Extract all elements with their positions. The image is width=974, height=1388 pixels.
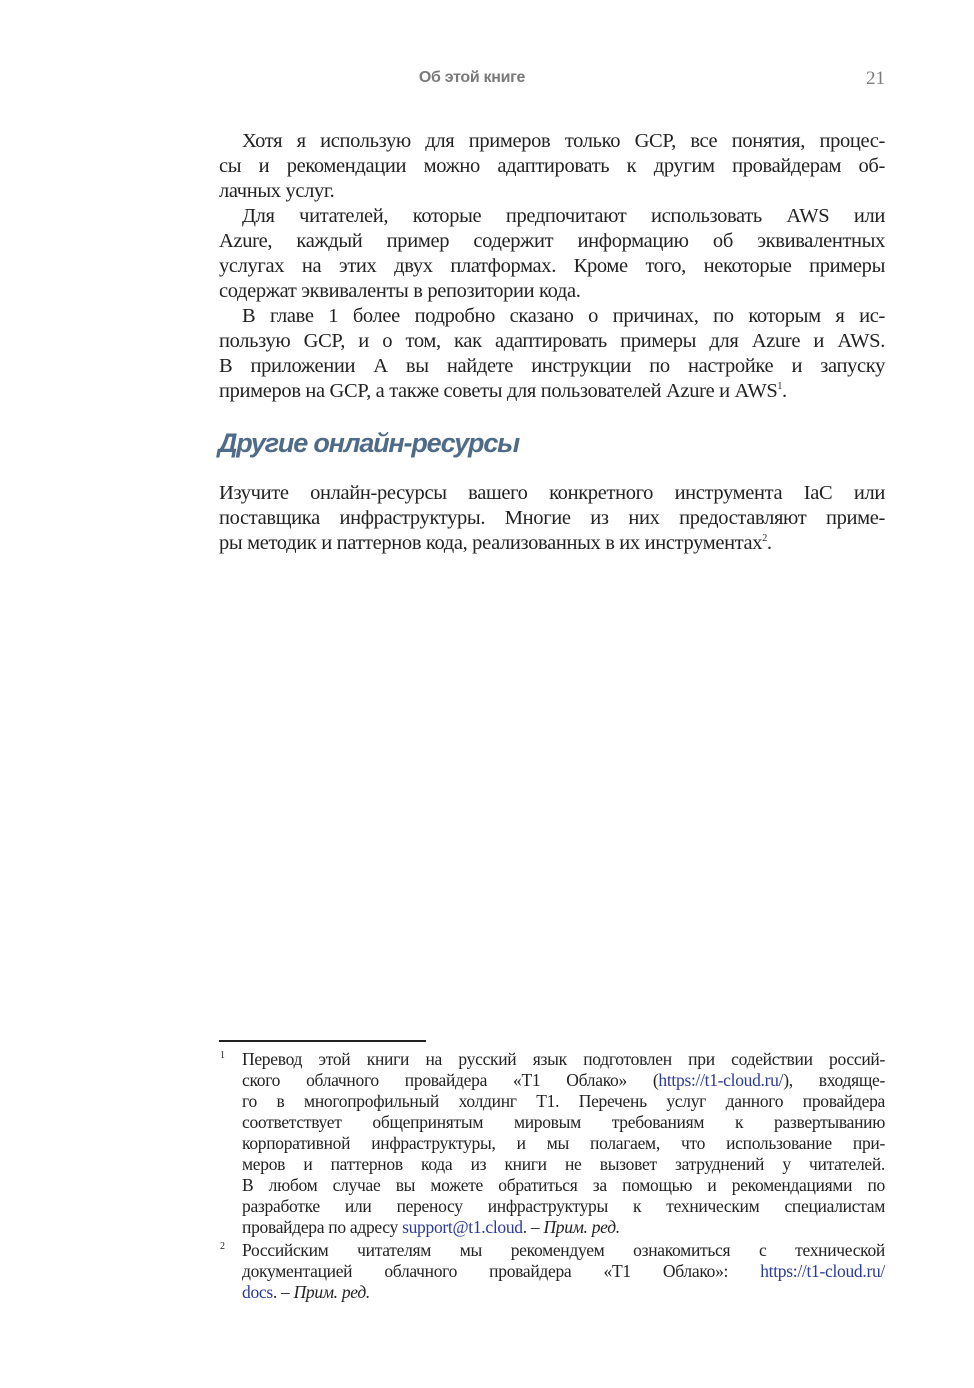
- text-run: . –: [272, 1282, 294, 1302]
- text-run: ского облачного провайдера «Т1 Облако» (: [242, 1070, 659, 1090]
- text-line: [219, 531, 885, 556]
- editor-note: Прим. ред.: [543, 1217, 620, 1237]
- text-line: [242, 1049, 885, 1070]
- text-run: .: [782, 380, 787, 402]
- footnote-number: 1: [220, 1050, 225, 1061]
- text-line: [219, 379, 885, 404]
- footnote-text: [242, 1240, 885, 1303]
- text-line: [219, 354, 885, 379]
- text-line: [242, 1240, 885, 1261]
- text-line: [242, 1261, 885, 1282]
- text-run: провайдера по адресу: [242, 1217, 403, 1237]
- running-header-title: Об этой книге: [418, 69, 526, 86]
- text-run: Для читателей, которые предпочитают использовать AWS или: [242, 205, 885, 227]
- text-run: В приложении А вы найдете инструкции по настройке и запуску: [219, 355, 885, 377]
- text-run: корпоративной инфраструктуры, и мы полагаем, что использование при-: [242, 1133, 885, 1153]
- text-line: [219, 154, 885, 179]
- text-line: [219, 179, 885, 204]
- text-line: [219, 204, 885, 229]
- text-run: поставщика инфраструктуры. Многие из них предоставляют приме-: [219, 507, 885, 529]
- footnote-1: [219, 1049, 885, 1238]
- page-number: 21: [866, 68, 885, 89]
- footnote-text: [242, 1049, 885, 1238]
- link[interactable]: https://t1-cloud.ru/: [760, 1261, 885, 1281]
- text-line: [219, 279, 885, 304]
- text-line: [242, 1154, 885, 1175]
- text-run: соответствует общепринятым мировым требованиям к развертыванию: [242, 1112, 885, 1132]
- text-line: [219, 229, 885, 254]
- text-run: пользую GCP, и о том, как адаптировать примеры для Azure и AWS.: [219, 330, 885, 352]
- text-line: [219, 129, 885, 154]
- text-run: лачных услуг.: [219, 180, 335, 202]
- text-line: [219, 329, 885, 354]
- text-line: [242, 1133, 885, 1154]
- text-run: . –: [522, 1217, 544, 1237]
- link[interactable]: https://t1-cloud.ru/: [658, 1070, 784, 1090]
- text-line: [242, 1217, 885, 1238]
- text-line: [219, 481, 885, 506]
- text-run: документацией облачного провайдера «Т1 Облако»:: [242, 1261, 761, 1281]
- text-run: примеров на GCP, а также советы для пользователей Azure и AWS: [219, 380, 778, 402]
- text-run: В любом случае вы можете обратиться за помощью и рекомендациями по: [242, 1175, 885, 1195]
- text-run: Перевод этой книги на русский язык подготовлен при содействии россий-: [242, 1049, 885, 1069]
- link[interactable]: support@t1.cloud: [402, 1217, 523, 1237]
- footnote-separator: [219, 1040, 426, 1042]
- section-paragraph: [219, 481, 885, 556]
- section-heading: Другие онлайн-ресурсы: [218, 428, 520, 458]
- text-run: В главе 1 более подробно сказано о причинах, по которым я ис-: [242, 305, 885, 327]
- text-run: Российским читателям мы рекомендуем ознакомиться с технической: [242, 1240, 885, 1260]
- text-run: содержат эквиваленты в репозитории кода.: [219, 280, 581, 302]
- text-run: ры методик и паттернов кода, реализованных в их инструментах: [219, 532, 763, 554]
- text-line: [242, 1112, 885, 1133]
- text-line: [242, 1196, 885, 1217]
- footnote-number: 2: [220, 1241, 225, 1252]
- footnote-ref[interactable]: 1: [777, 381, 783, 393]
- text-line: [219, 254, 885, 279]
- text-run: Изучите онлайн-ресурсы вашего конкретного инструмента IaC или: [219, 482, 885, 504]
- text-run: го в многопрофильный холдинг Т1. Перечень услуг данного провайдера: [242, 1091, 885, 1111]
- editor-note: Прим. ред.: [293, 1282, 370, 1302]
- body-paragraphs: [219, 129, 885, 404]
- text-line: [219, 304, 885, 329]
- text-run: сы и рекомендации можно адаптировать к другим провайдерам об-: [219, 155, 885, 177]
- text-run: Azure, каждый пример содержит информацию об эквивалентных: [219, 230, 885, 252]
- text-line: [242, 1175, 885, 1196]
- footnote-ref[interactable]: 2: [762, 533, 767, 545]
- text-line: [242, 1282, 885, 1303]
- footnote-2: [219, 1240, 885, 1303]
- text-line: [242, 1091, 885, 1112]
- text-line: [219, 506, 885, 531]
- text-run: услугах на этих двух платформах. Кроме того, некоторые примеры: [219, 255, 885, 277]
- link[interactable]: docs: [242, 1282, 273, 1302]
- text-line: [242, 1070, 885, 1091]
- text-run: Хотя я использую для примеров только GCP, все понятия, процес-: [242, 130, 885, 152]
- text-run: меров и паттернов кода из книги не вызовет затруднений у читателей.: [242, 1154, 885, 1174]
- text-run: ), входяще-: [783, 1070, 885, 1090]
- text-run: разработке или переносу инфраструктуры к техническим специалистам: [242, 1196, 885, 1216]
- text-run: .: [766, 532, 772, 554]
